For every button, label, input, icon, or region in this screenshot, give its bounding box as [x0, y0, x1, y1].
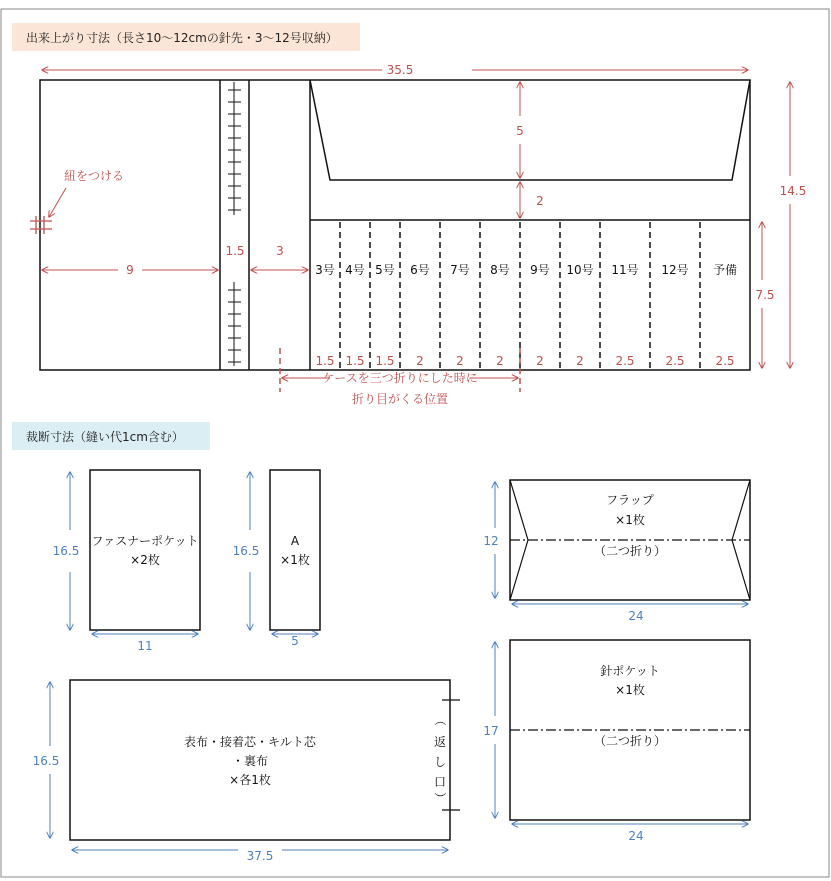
height-label: 14.5 — [779, 184, 807, 198]
zipper-pocket-width: 11 — [137, 639, 153, 653]
zipper-pocket-count: ×2枚 — [130, 553, 160, 567]
needle-pocket-label: 針ポケット — [600, 664, 660, 678]
needle-pocket-height: 17 — [483, 724, 499, 738]
slot-name: 7号 — [450, 263, 470, 277]
slot-width: 2 — [576, 354, 584, 368]
slot-width: 1.5 — [315, 354, 335, 368]
opening-char: し — [433, 755, 447, 769]
string-note: 紐をつける — [64, 169, 125, 183]
slot-name: 11号 — [611, 263, 639, 277]
slot-width: 2.5 — [665, 354, 685, 368]
slot-name: 6号 — [410, 263, 430, 277]
slot-name: 10号 — [566, 263, 594, 277]
needle-pocket-width: 24 — [628, 829, 644, 843]
section2-title: 裁断寸法（縫い代1cm含む） — [26, 430, 184, 444]
main-fabric-label: 表布・接着芯・キルト芯 — [184, 735, 316, 749]
space-label: 3 — [276, 244, 284, 258]
left-panel-label: 9 — [126, 263, 134, 277]
width-label: 35.5 — [386, 63, 414, 77]
flap-height: 12 — [483, 534, 499, 548]
flap-width: 24 — [628, 609, 644, 623]
zipper-pocket-label: ファスナーポケット — [91, 534, 199, 548]
opening-char: 口 — [433, 775, 447, 789]
zipper-pocket-height: 16.5 — [52, 544, 80, 558]
slot-name: 12号 — [661, 263, 689, 277]
opening-char: 返 — [433, 735, 447, 749]
zipper-pocket-piece — [90, 470, 200, 630]
section1-title: 出来上がり寸法（長さ10～12cmの針先・3～12号収納） — [26, 31, 338, 45]
flap-count: ×1枚 — [615, 513, 645, 527]
piece-a-width: 5 — [291, 634, 299, 648]
slot-name: 9号 — [530, 263, 550, 277]
slot-width: 2.5 — [715, 354, 735, 368]
flap-gap-label: 2 — [536, 194, 544, 208]
main-fabric-count: ×各1枚 — [229, 773, 271, 787]
slot-name: 5号 — [375, 263, 395, 277]
slot-name: 4号 — [345, 263, 365, 277]
flap-fold-note: （二つ折り） — [593, 544, 667, 558]
zipper-width-label: 1.5 — [225, 244, 245, 258]
opening-char: ） — [433, 791, 447, 805]
slot-name: 予備 — [712, 263, 738, 277]
piece-a-count: ×1枚 — [280, 553, 310, 567]
finished-case-outline — [40, 80, 750, 370]
main-fabric-width: 37.5 — [246, 849, 274, 863]
slot-width: 2 — [456, 354, 464, 368]
slot-width: 2 — [536, 354, 544, 368]
pocket-height-label: 7.5 — [755, 288, 775, 302]
flap-label: フラップ — [606, 493, 654, 507]
piece-a — [270, 470, 320, 630]
slot-width: 2 — [416, 354, 424, 368]
slot-width: 1.5 — [345, 354, 365, 368]
slot-name: 8号 — [490, 263, 510, 277]
piece-a-label: A — [290, 534, 300, 548]
slot-width: 2.5 — [615, 354, 635, 368]
flap-depth-label: 5 — [516, 124, 524, 138]
piece-a-height: 16.5 — [232, 544, 260, 558]
main-fabric-label2: ・裏布 — [231, 754, 269, 768]
needle-pocket-count: ×1枚 — [615, 683, 645, 697]
slot-width: 1.5 — [375, 354, 395, 368]
slot-width: 2 — [496, 354, 504, 368]
fold-note-line2: 折り目がくる位置 — [351, 392, 449, 406]
opening-char: （ — [433, 713, 447, 727]
slot-name: 3号 — [315, 263, 335, 277]
fold-note-line1: ケースを三つ折りにした時に — [322, 371, 478, 385]
main-fabric-height: 16.5 — [32, 754, 60, 768]
needle-pocket-fold-note: （二つ折り） — [593, 734, 667, 748]
